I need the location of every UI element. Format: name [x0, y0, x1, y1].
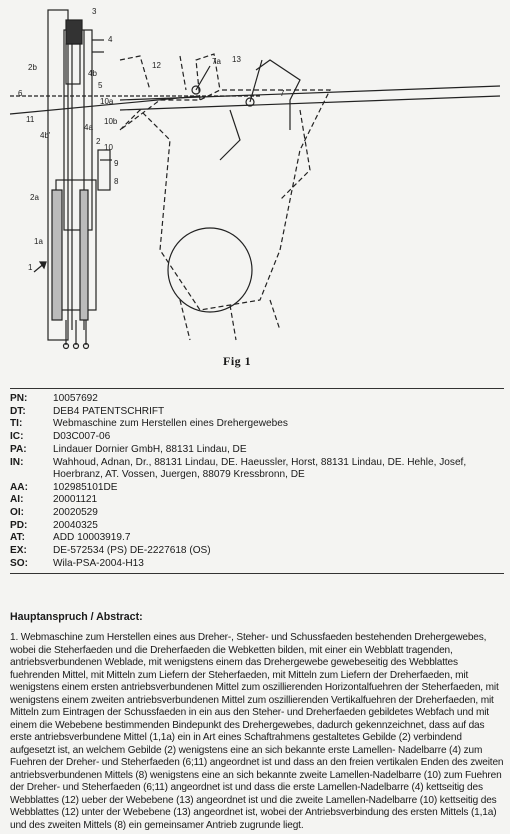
- figure-label: 10a: [100, 97, 114, 106]
- meta-row-aa: [10, 482, 504, 495]
- meta-key: EX:: [10, 545, 27, 557]
- figure-label: 2b: [28, 63, 37, 72]
- meta-row-pa: [10, 444, 504, 457]
- meta-row-oi: [10, 507, 504, 520]
- meta-key: PD:: [10, 519, 28, 531]
- meta-key: PN:: [10, 393, 28, 404]
- abstract-text: 1. Webmaschine zum Herstellen eines aus Dreher-, Steher- und Schussfaeden bestehenden Drehergewebes, wobei die Steherfaeden und die Dreherfaeden die Webketten bilden, mit einer ein Webblatt tragenden, antriebsverbundenen Weblade, mit wenigstens einem das Drehergewebe gewebeseitig des Webblattes fuehrenden Mittel, mit Mitteln zum Liefern der Steherfaeden, mit Mitteln zum Liefern der Dreherfaeden, mit wenigstens einem ersten antriebsverbundenen Mittel zum oszillierenden Horizontalfuehren der Steherfaeden, mit wenigstens einem zweiten antriebsverbundenen Mittel zum oszillierenden Vertikalfuehren der Dreherfaeden, mit Mitteln zum Eintragen der Schussfaeden in ein aus den Steher- und Dreherfaeden gebildetes Webfach und mit einem die Webebene bestimmenden Bindepunkt des Drehergewebes, dadurch gekennzeichnet, dass auf das erste antriebsverbundene Mittel (1,1a) ein in Art eines Schaftrahmens gestaltetes Gebilde (2) verbindend aufgesetzt ist, an welchem Gebilde (2) wenigstens eine an sich bekannte erste Lamellen- Nadelbarre (4) zum Fuehren der Dreher- und Steherfaeden (6;11) angeordnet ist und dass an den freien vertikalen Enden des zweiten antriebsverbundenen Mittels (8) wenigstens eine an sich bekannte zweite Lamellen-Nadelbarre (10) zum Fuehren der Dreher- und Steherfaeden (6;11) angeordnet ist und dass die erste Lamellen-Nadelbarre (4) kettseitig des Webblattes (12) ueber der Webebene (13) angeordnet ist und die zweite Lamellen-Nadelbarre (10) kettseitig des Webblattes (12) unter der Webebene (13) angeordnet ist, wobei der Antriebsverbindung des ersten Mittels (1,1a) und des zweiten Mittels (8) ein gemeinsamer Antrieb zugrunde liegt.: [10, 632, 504, 831]
- meta-row-ex: [10, 545, 504, 558]
- meta-row-ti: [10, 418, 504, 431]
- meta-key: AT:: [10, 532, 25, 544]
- meta-row-pn: [10, 393, 504, 406]
- figure-label: 10b: [104, 117, 118, 126]
- meta-key: OI:: [10, 506, 25, 518]
- figure-label: 3: [92, 7, 97, 16]
- figure-label: 1a: [34, 237, 43, 246]
- meta-value: 10057692: [53, 393, 98, 404]
- meta-key: TI:: [10, 418, 23, 430]
- meta-value: Wahhoud, Adnan, Dr., 88131 Lindau, DE. Haeussler, Horst, 88131 Lindau, DE. Hehle, Josef, Hoerbranz, AT. Vossen, Juergen, 88079 Kressbronn, DE: [53, 456, 467, 481]
- meta-value: 20001121: [53, 494, 98, 506]
- meta-value: D03C007-06: [53, 431, 111, 443]
- meta-value: DEB4 PATENTSCHRIFT: [53, 405, 165, 417]
- meta-row-ai: [10, 494, 504, 507]
- meta-value: Webmaschine zum Herstellen eines Drehergewebes: [53, 418, 288, 430]
- bibliographic-data: [10, 388, 504, 574]
- meta-key: AA:: [10, 481, 28, 493]
- figure-label: 10: [104, 143, 113, 152]
- figure-label: 8: [114, 177, 119, 186]
- meta-key: AI:: [10, 494, 24, 506]
- meta-value: Lindauer Dornier GmbH, 88131 Lindau, DE: [53, 443, 247, 455]
- meta-key: IN:: [10, 456, 24, 468]
- abstract-heading: Hauptanspruch / Abstract:: [10, 611, 143, 623]
- figure-label: 11: [26, 115, 35, 124]
- figure-caption: Fig 1: [223, 354, 252, 368]
- figure-label: 12: [152, 61, 161, 70]
- figure-label: 4: [108, 35, 113, 44]
- meta-row-in: [10, 457, 504, 482]
- meta-key: SO:: [10, 557, 28, 569]
- needle-bar-top: [66, 20, 82, 44]
- figure-label: 7a: [212, 57, 221, 66]
- meta-key: PA:: [10, 443, 27, 455]
- abstract-section: [10, 611, 504, 832]
- figure-label: 2a: [30, 193, 39, 202]
- cam-wheel: [168, 228, 252, 312]
- figure-label: 4b: [88, 69, 97, 78]
- patent-drawing: [0, 0, 510, 380]
- meta-row-so: [10, 558, 504, 571]
- meta-row-dt: [10, 406, 504, 419]
- figure-label: 9: [114, 159, 119, 168]
- meta-value: 20020529: [53, 506, 98, 518]
- meta-key: DT:: [10, 405, 26, 417]
- meta-key: IC:: [10, 431, 24, 443]
- meta-value: 20040325: [53, 519, 98, 531]
- meta-row-pd: [10, 520, 504, 533]
- figure-label: 6: [18, 89, 23, 98]
- figure-label: 5: [98, 81, 103, 90]
- meta-row-at: [10, 532, 504, 545]
- figure-label: 13: [232, 55, 241, 64]
- meta-value: DE-572534 (PS) DE-2227618 (OS): [53, 545, 211, 557]
- meta-value: 102985101DE: [53, 481, 118, 493]
- meta-value: Wila-PSA-2004-H13: [53, 557, 144, 569]
- figure-label: 4a: [84, 123, 93, 132]
- meta-value: ADD 10003919.7: [53, 532, 131, 544]
- figure-label: 1: [28, 263, 33, 272]
- figure-label: 2: [96, 137, 101, 146]
- meta-row-ic: [10, 431, 504, 444]
- figure-label: 7: [280, 89, 285, 98]
- figure-label: 4b': [40, 131, 51, 140]
